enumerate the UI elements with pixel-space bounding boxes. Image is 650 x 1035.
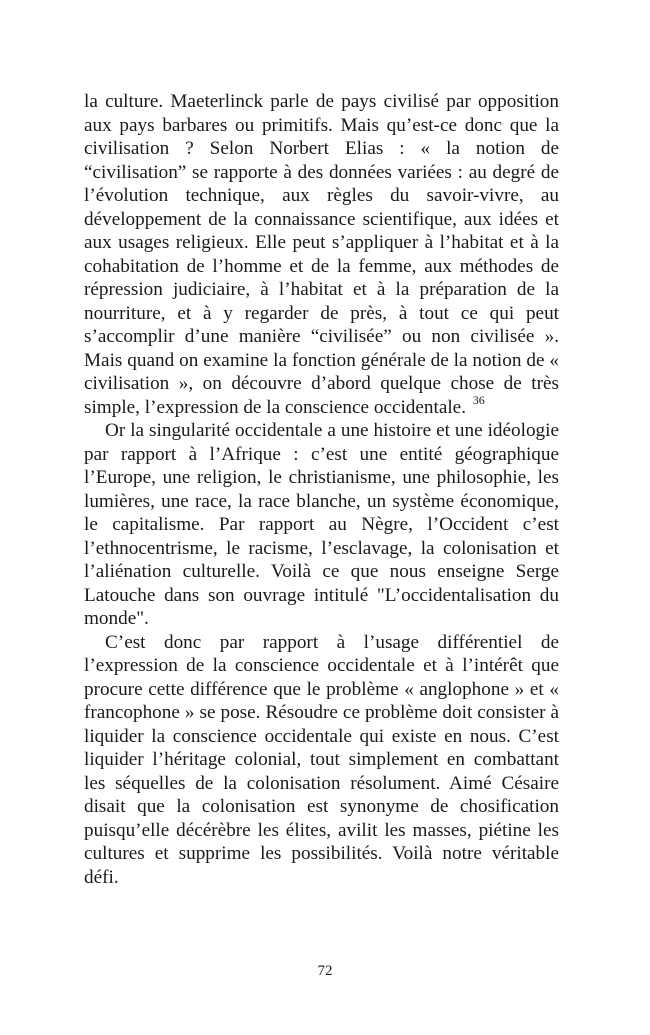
paragraph-2: Or la singularité occidentale a une histoire et une idéologie par rapport à l’Afrique : c’est une entité géographique l’Europe, une religion, le christianisme, une philosophie, les lumières, une race, la race blanche, un système économique, le capitalisme. Par rapport au Nègre, l’Occident c’est l’ethnocentrisme, le racisme, l’esclavage, la colonisation et l’aliénation culturelle. Voilà ce que nous enseigne Serge Latouche dans son ouvrage intitulé "L’occidentalisation du monde".	[84, 420, 559, 629]
paragraph-1-text: la culture. Maeterlinck parle de pays civilisé par opposition aux pays barbares ou primitifs. Mais qu’est-ce donc que la civilisation ? Selon Norbert Elias : « la notion de “civilisation” se rapporte à des données variées : au degré de l’évolution technique, aux règles du savoir-vivre, au développement de la connaissance scientifique, aux idées et aux usages religieux. Elle peut s’appliquer à l’habitat et à la cohabitation de l’homme et de la femme, aux méthodes de répression judiciaire, à l’habitat et à la préparation de la nourriture, et à y regarder de près, à tout ce qui peut s’accomplir d’une manière “civilisée” ou non civilisée ». Mais quand on examine la fonction générale de la notion de « civilisation », on découvre d’abord quelque chose de très simple, l’expression de la conscience occidentale.	[84, 91, 559, 418]
body-text	[84, 90, 559, 889]
footnote-reference: 36	[472, 393, 485, 408]
paragraph-1	[84, 90, 559, 419]
page-number: 72	[317, 963, 333, 979]
paragraph-3: C’est donc par rapport à l’usage différentiel de l’expression de la conscience occidentale et à l’intérêt que procure cette différence que le problème « anglophone » et « francophone » se pose. Résoudre ce problème doit consister à liquider la conscience occidentale qui existe en nous. C’est liquider l’héritage colonial, tout simplement en combattant les séquelles de la colonisation résolument. Aimé Césaire disait que la colonisation est synonyme de chosification puisqu’elle décérèbre les élites, avilit les masses, piétine les cultures et supprime les possibilités. Voilà notre véritable défi.	[84, 631, 559, 888]
